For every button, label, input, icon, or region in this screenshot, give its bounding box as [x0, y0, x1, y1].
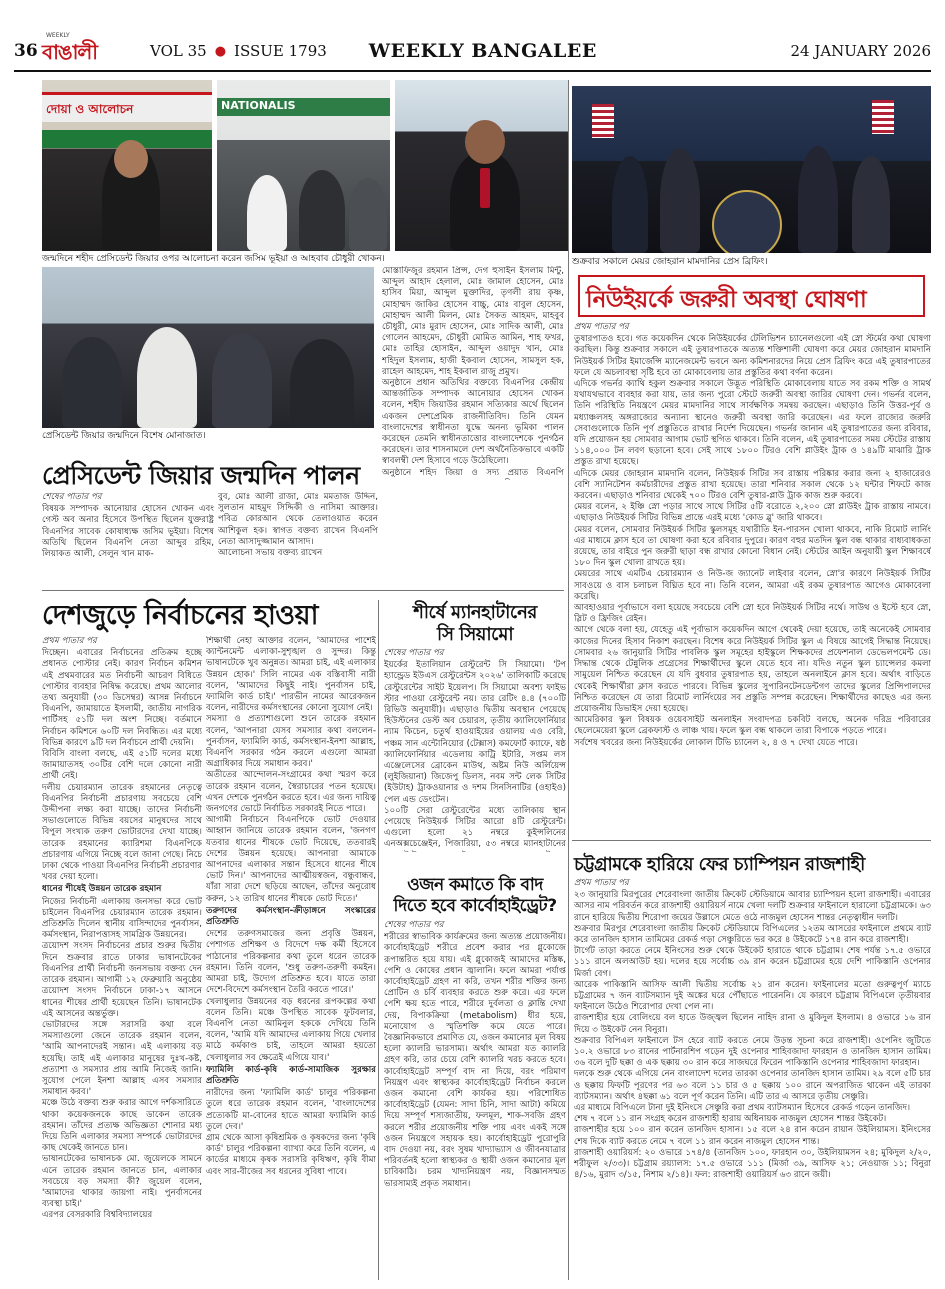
section-rule — [42, 590, 564, 591]
newspaper-title: WEEKLY BANGALEE — [368, 40, 597, 62]
logo-text: বাঙালী — [42, 40, 98, 64]
banner-text: দোয়া ও আলোচন — [46, 102, 134, 116]
carb-headline-line1: ওজন কমাতে কি বাদ — [407, 875, 543, 895]
photo-mayor-press-briefing — [572, 86, 931, 253]
volume: VOL 35 — [150, 42, 207, 60]
attendee-figure — [349, 178, 387, 251]
election-kicker: প্রথম পাতার পর — [42, 636, 97, 646]
election-headline: দেশজুড়ে নির্বাচনের হাওয়া — [42, 600, 318, 631]
zia-article-col3 — [382, 266, 564, 480]
emergency-article-body — [574, 322, 931, 836]
attendee-figure — [299, 170, 345, 251]
banner-text-english-label: NATIONALIS — [221, 99, 296, 112]
zia-col2-text: বুব, মোঃ আলী রাজা, মোঃ মমতাজ উদ্দিন, সুলতান মাহমুদ সিদ্দিকী ও নাসিমা আক্তার। পবিত্র কোরআন থেকে তেলাওয়াত করেন আশিকুল হক। স্বাগত বক্তব্য রাখেন বিএনপি নেতা আসাদুজ্জামান আসাদ। আলোচনা সভায় বক্তব্য রাখেন — [218, 492, 378, 559]
election-col1-text: দিচ্ছেন। এবারের নির্বাচনের প্রতিক্রম হচ্ছে প্রধানত পোস্টার নেই। কারণ নির্বাচন কমিশন এই প্রথমবারের মত নির্বাচনী আচরণ বিধিতে পোস্টার ব্যবহার নিষিদ্ধ করেছে। প্রথম আলোর তথ্য অনুযায়ী (৩০ ডিসেম্বর) আসন্ন নির্বাচনে বিএনপি, জামায়াতে ইসলামী, জাতীয় নাগরিক পার্টিসহ ৫১টি দল অংশ নিচ্ছে। বর্তমানে নির্বাচন কমিশনে ৬০টি দল নিবন্ধিত। এর মধ্যে বিভিন্ন কারণে ৯টি দল নির্বাচনে প্রার্থী দেয়নি। বিবিসি বাংলা বলছে, এই ৫১টি দলের মধ্যে জামায়াতসহ ৩০টির বেশি দলে কোনো নারী প্রার্থী নেই। দলীয় চেয়ারম্যান তারেক রহমানের নেতৃত্বে বিএনপির নির্বাচনী প্রচারণায় সবচেয়ে বেশি উদ্দীপনা লক্ষ্য করা যাচ্ছে। তাদের নির্বাচনী সভাগুলোতে বিভিন্ন বয়সের মানুষদের সাথে বিপুল সংখ্যক তরুণ ভোটারদের দেখা যাচ্ছে। তারেক রহমানের ক্যারিশমা বিএনপিকে প্রচারণায় এগিয়ে নিচ্ছে বলে জানা গেছে। নিচে ঢাকা থেকে পাওয়া বিএনপির নির্বাচনী প্রচারণার খবর দেয়া হলো। — [42, 648, 202, 883]
carb-kicker: শেষের পাতার পর — [384, 920, 444, 930]
manhattan-headline-line2: সি সিয়ামো — [436, 624, 514, 645]
column-rule — [568, 80, 569, 1280]
us-flag — [592, 104, 614, 138]
election-col1b-text: নিজের নির্বাচনী এলাকায় জনসভা করে ভোট চাইলেন বিএনপির চেয়ারম্যান তারেক রহমান। প্রতিশ্রুতি দিলেন স্থানীয় বাসিন্দাদের পুনর্বাসন, কর্মসংস্থান, নিরাপত্তাসহ সামগ্রিক উন্নয়নের। ত্রয়োদশ সংসদ নির্বাচনের প্রচার শুরুর দ্বিতীয় দিনে শুক্রবার রাতে ঢাকার ভাষানটেকের বিএনপির প্রার্থী নির্বাচনী জনসভায় বক্তব্য দেন তারেক রহমান। আগামী ১২ ফেব্রুয়ারি অনুষ্ঠেয় ত্রয়োদশ সংসদ নির্বাচনে ঢাকা-১৭ আসনে ধানের শীষের প্রার্থী হয়েছেন তিনি। ভাষানটেক এই আসনের অন্তর্ভুক্ত। ভোটারদের সঙ্গে সরাসরি কথা বলে সমস্যাগুলো জেনে তারেক রহমান বলেন, 'আমি আপনাদেরই সন্তান। এই এলাকায় বড় হয়েছি। তাই এই এলাকার মানুষের দুঃখ-কষ্ট, প্রত্যাশা ও সমস্যার প্রায় আমি নিজেই জানি। সুযোগ পেলে ইনশা আল্লাহ এসব সমস্যার সমাধান করব।' মঞ্চে উঠে বক্তব্য শুরু করার আগে দর্শকসারিতে থাকা কয়েকজনকে কাছে ডাকেন তারেক রহমান। তাঁদের প্রত্যক্ষ অভিজ্ঞতা শোনার মধ্য দিয়ে তিনি এলাকার সমস্যা সম্পর্কে ভোটারদের কাছ থেকেই জানতে চান। ভাষানটেকের ভাষানচক মো. জুয়েলকে সামনে এনে তারেক রহমান জানতে চান, এলাকার সবচেয়ে বড় সমস্যা কী? জুয়েল বলেন, 'আমাদের থাকার জায়গা নাই। পুনর্বাসনের ব্যবস্থা চাই।' এরপর বেসরকারি বিশ্ববিদ্যালয়ের — [42, 896, 202, 1221]
zia-kicker: শেষের পাতার পর — [42, 492, 102, 502]
logo-small-text: WEEKLY — [46, 32, 70, 39]
election-subhead-2: তরুণদের কর্মসংস্থান-ক্রীড়াঙ্গনে সংস্কারের প্রতিশ্রুতি — [206, 905, 376, 928]
prayer-figure — [290, 339, 354, 428]
newspaper-logo — [42, 32, 102, 64]
cricket-body-text: ২৩ জানুয়ারি মিরপুরের শেরেবাংলা জাতীয় ক্রিকেট স্টেডিয়ামে আবার চ্যাম্পিয়ন হলো রাজশাহী। এবারের আসর নাম পরিবর্তন করে রাজশাহী ওয়ারিয়র্স নামে খেলা দলটি শুক্রবার ফাইনালে হারালো চট্টগ্রামকে। ৬৩ রানে হারিয়ে দ্বিতীয় শিরোপা জয়ের উল্লাসে মেতে ওঠে নাজমুল হোসেন শান্তর নেতৃত্বাধীন দলটি। শুক্রবার মিরপুর শেরেবাংলা জাতীয় ক্রিকেট স্টেডিয়ামে বিপিএলের ১২তম আসরের ফাইনালে প্রথমে ব্যাট করে তানজিদ হাসান তামিমের রেকর্ড গড়া সেঞ্চুরিতে ভর করে ৪ উইকেটে ১৭৪ রান করে রাজশাহী। টার্গেট তাড়া করতে নেমে ইনিংসের শুরু থেকে উইকেট হারাতে থাকে চট্টগ্রাম। শেষ পর্যন্ত ১৭.৫ ওভারে ১১১ রানে অলআউট হয়। দলের হয়ে সর্বোচ্চ ৩৯ রান করেন চট্টগ্রামের হয়ে দেশি পাকিস্তানি ওপেনার মির্জা বেগ। আরেক পাকিস্তানি আসিফ আলী দ্বিতীয় সর্বোচ্চ ২১ রান করেন। ফাইনালের মতো গুরুত্বপূর্ণ ম্যাচে চট্টগ্রামের ৭ জন ব্যাটসম্যান দুই অঙ্কের ঘরে পৌঁছাতে পারেননি। যে কারণে চট্টগ্রাম বিপিএলে তৃতীয়বার ফাইনালে উঠেও শিরোপার দেখা পেল না। রাজশাহীর হয়ে বোলিংয়ে বল হাতে উজ্জ্বল ছিলেন নাহিদ রানা ও মুকিদুল ইসলাম। ৪ ওভারে ১৬ রান দিয়ে ৩ উইকেট নেন বিনুরা। শুক্রবার বিপিএল ফাইনালে টস হেরে ব্যাট করতে নেমে উড়ন্ত সূচনা করে রাজশাহী। ওপেনিং জুটিতে ১০.২ ওভারে ৮৩ রানের পার্টনারশিপ গড়েন দুই ওপেনার শাহিবজাদা ফারহান ও তানজিদ হাসান তামিম। ৩৬ বলে দুটি ছক্কা ও এক ছক্কায় ৩০ রান করে সাজঘরে ফিরেন পাকিস্তানি ওপেনার শাহিবজাদা ফারহান। দলকে শুরু থেকে এগিয়ে নেন বাংলাদেশ দলের তারকা ওপেনার তানজিদ হাসান তামিম। ২৯ বলে ৫টি চার ও ছক্কায় ফিফটি পূরণের পর ৬৩ বলে ১১ চার ও ৫ ছক্কায় ১০০ রানে অপরাজিত থাকেন এই তারকা ব্যাটসম্যান। অর্থাৎ ৪ছক্কা ৬১ বলে পূর্ণ করেন তিনি। এটি তার এ আসরে তৃতীয় সেঞ্চুরি। এর মাধ্যমে বিপিএলে টানা দুই ইনিংসে সেঞ্চুরি করা প্রথম ব্যাটসম্যান হিসেবে রেকর্ড গড়েন তানজিদ। শেষ ৭ বলে ১১ রান সংগ্রহ করেন রাজশাহী হারায় অধিনায়ক নাজমুল হোসেন শান্তর উইকেট। রাজশাহীর হয়ে ১০০ রান করেন তানজিদ হাসান। ১৫ বলে ২৪ রান করেন রায়ান উইলিয়ামস। ইনিংসের শেষ দিকে ব্যাট করতে নেমে ৭ বলে ১১ রান করেন নাজমুল হোসেন শান্ত। রাজশাহী ওয়ারিয়র্স: ২০ ওভারে ১৭৪/৪ (তানজিদ ১০০, ফারহান ৩০, উইলিয়ামসন ২৪; মুকিদুল ২/২০, শরীফুল ২/৩৩)। চট্টগ্রাম রয়্যালস: ১৭.৫ ওভারে ১১১ (মির্জা ৩৯, আসিফ ২১; নেওয়াজ ১১; বিনুরা ৪/১৬, মুরাদ ৩/১৫, নিশাম ২/১৪)। ফল: রাজশাহী ওয়ারিয়র্স ৬৩ রানে জয়ী। — [574, 890, 931, 1181]
cricket-headline: চট্টগ্রামকে হারিয়ে ফের চ্যাম্পিয়ন রাজশাহী — [574, 854, 865, 875]
carb-article-body — [384, 920, 566, 1280]
zia-headline: প্রেসিডেন্ট জিয়ার জন্মদিন পালন — [42, 461, 360, 490]
election-article-col1 — [42, 636, 202, 1280]
caption-speakers: জন্মদিনে শহীদ প্রেসিডেন্ট জিয়ার ওপর আলোচনা করেন জসিম ভূইয়া ও আহবাব চৌধুরী খোকন। — [42, 254, 385, 264]
election-subhead-3: ফ্যামিলি কার্ড-কৃষি কার্ড-সামাজিক সুরক্ষার প্রতিশ্রুতি — [206, 1064, 376, 1086]
banner-text-english — [221, 100, 296, 111]
issue: ISSUE 1793 — [234, 42, 327, 60]
election-col2-text: শিক্ষার্থী নেহা আক্তার বলেন, 'আমাদের পাশেই ক্যান্টনমেন্ট এলাকা-সুশৃঙ্খল ও সুন্দর। কিন্তু ভাষানটেকে খুব অনুন্নত। আমরা চাই, এই এলাকার উন্নয়ন হোক।' সিলি নামের এক বস্তিবাসী নারী বলেন, 'আমাদের কিছুই নাই। পুনর্বাসন চাই, ফ্যামিলি কার্ড চাই।' পারভীন নামের আরেকজন বলেন, নারীদের কর্মসংস্থানের কোনো সুযোগ নেই। সমস্যা ও প্রত্যাশাগুলো শুনে তারেক রহমান বলেন, 'আপনারা যেসব সমস্যার কথা বললেন-পুনর্বাসন, ফ্যামিলি কার্ড, কর্মসংস্থান-ইনশা আল্লাহ, বিএনপি সরকার গঠন করলে এগুলো আমরা অগ্রাধিকার দিয়ে সমাধান করব।' অতীতের আন্দোলন-সংগ্রামের কথা স্মরণ করে তারেক রহমান বলেন, স্বৈরাচারের পতন হয়েছে। এখন দেশকে পুনর্গঠন করতে হবে। এর জন্য দায়িত্ব জনগণের ভোটে নির্বাচিত সরকারই নিতে পারে। আগামী নির্বাচনে বিএনপিকে ভোট দেওয়ার আহ্বান জানিয়ে তারেক রহমান বলেন, 'জনগণ যতবার ধানের শীষকে ভোট দিয়েছে, ততবারই দেশের উন্নয়ন হয়েছে। আপনারা আমাকে আপনাদের এলাকার সন্তান হিসেবে ধানের শীষে ভোট দিন।' আপনাদের আত্মীয়স্বজন, বন্ধুবান্ধব, যাঁরা সারা দেশে ছড়িয়ে আছেন, তাঁদের অনুরোধ করুন, ১২ তারিখ ধানের শীষকে ভোট দিতে।' — [206, 636, 376, 904]
masthead-rule — [14, 70, 931, 72]
photo-audience-seated — [217, 80, 390, 251]
election-subhead-1: ধানের শীষেই উন্নয়ন তারেক রহমান — [42, 884, 162, 895]
official-figure — [612, 156, 648, 253]
event-banner — [42, 92, 212, 122]
election-col2c-text: নারীদের জন্য 'ফ্যামিলি কার্ড' চালুর পরিকল্পনা তুলে ধরে তারেক রহমান বলেন, 'বাংলাদেশের প্রত্যেকটি মা-বোনের হাতে আমরা ফ্যামিলি কার্ড তুলে দেব।' গ্রাম থেকে আসা কৃষিশ্রমিক ও কৃষকদের জন্য 'কৃষি কার্ড' চালুর পরিকল্পনা ব্যাখ্যা করে তিনি বলেন, এ কার্ডের মাধ্যমে কৃষক সরাসরি কৃষিঋণ, কৃষি বীমা এবং সার-বীজের সব ধরনের সুবিধা পাবে। — [206, 1088, 376, 1177]
zia-article-col2 — [218, 492, 378, 584]
podium-seal — [712, 190, 782, 253]
attendee-figure — [247, 175, 287, 251]
official-figure — [798, 146, 838, 253]
cricket-kicker: প্রথম পাতার পর — [574, 878, 629, 888]
zia-col3-text: মোস্তাফিজুর রহমান প্রিন্স, দেগ হুসাইন ইসলাম মিন্টু, আব্দুল আহাদ হেলাল, মোঃ জামাল হোসেন, মোঃ হাসিব মিয়া, আব্দুল মুক্তাদির, তৃণলী রায় কৃষ্ণ, মোহাম্মদ জাকির হোসেন বাচ্চু, মোঃ বাবুল হোসেন, মোহাম্মদ আলী মিলন, মোঃ সৈকত আহমদ, মাহবুব চৌধুরী, মোঃ মুরাদ হোসেন, মোঃ সাদিক আলী, মোঃ গোলেন আহমেদ, চৌধুরী মোমিত আমিন, শাহ ফখর, মোঃ তাহির হোসাইন, আব্দুল ওয়াদুদ খান, মোঃ শহিদুল ইসলাম, হাজী ইকবাল হোসেন, সামসুল হক, রাহেল আহমেদ, শাহ ইকবাল রাজু প্রমুখ। অনুষ্ঠানে প্রধান অতিথির বক্তব্যে বিএনপির কেন্দ্রীয় আন্তর্জাতিক সম্পাদক আনোয়ার হোসেন খোকন বলেন, শহীদ জিয়াউর রহমান সত্যিকার অর্থে ছিলেন একজন দেশপ্রেমিক রাজনীতিবিদ। তিনি যেমন বাংলাদেশের স্বাধীনতা যুদ্ধে অনন্য ভূমিকা পালন করেছেন তেমনি স্বাধীনতাত্তোর বাংলাদেশকে পুনর্গঠন করেছেন। তার শাসনামলে দেশ অর্থনৈতিকভাবে একটি স্বাবলম্বী দেশ হিসাবে গড়ে উঠেছিলো। অনুষ্ঠানে শহিদ জিয়া ও সদ্য প্রয়াত বিএনপি — [382, 266, 564, 478]
masthead — [14, 32, 931, 66]
column-rule — [378, 600, 379, 1280]
emergency-body-text: তুষারপাতও হবে। গত কয়েকদিন থেকে নিউইয়র্কের টেলিভিশন চ্যানেলগুলো এই স্নো স্টর্মের কথা ঘোষণা করছিল। কিন্তু শুক্রবার সকালে এই তুষারপাতকে অত্যন্ত শক্তিশালী ঘোষণা করে মেয়র জোহরান মামদানি নিউইয়র্ক সিটির ইমার্জেন্সি ম্যানেজমেন্ট ভবনে অন্য কমিশনারদের নিয়ে প্রেস ব্রিফিং করে এই তুষারপাতের ফলে যে অচলাবস্থা সৃষ্টি হবে তা মোকাবেলায় তার প্রস্তুতির কথা বর্ণনা করেন। এদিকে গভর্নর ক্যাথি হকুল শুক্রবার সকালে উদ্ভূত পরিস্থিতি মোকাবেলায় যাতে সব রকম শক্তি ও সামর্থ যথাযথভাবে ব্যবহার করা যায়, তার জন্য পুরো স্টেটে জরুরী অবস্থা জারির ঘোষণা দেন। গভর্নর বলেন, তিনি পরিস্থিতি নিয়ন্ত্রণে মেয়র মামদানির সাথে সার্বক্ষণিক সমন্বয় করছেন। এছাড়াও তিনি উত্তর-পূর্ব ও মধ্যাঞ্চলসহ অঙ্গরাজ্যের অন্যান্য স্থানেও জরুরী অবস্থা জারি করেছেন। এর ফলে রাজ্যের জরুরি সেবাগুলোকে তিনি পূর্ণ প্রস্তুতিতে রাখার নির্দেশ দিয়েছেন। গভর্নর জানান এই তুষারপাতের জন্য রবিবার, যদি প্রয়োজন হয় সোমবার আগাম ভোট স্থগিত থাকবে। তিনি বলেন, এই তুষারপাতের সময় স্টেটের রাস্তায় ১১৪,০০০ টন লবণ ছড়ানো হবে। সেই সাথে ১৮০০ টিরও বেশি প্লাউইং ট্রাক ও ১৪৯টি মাঝারি ট্রাক প্রস্তুত রাখা হয়েছে। এদিকে মেয়র জোহরান মামদানি বলেন, নিউইয়র্ক সিটির সব রাস্তায় পরিষ্কার করার জন্য ২ হাজারেরও বেশি স্যানিটেশন কর্মচারীদের প্রস্তুত রাখা হয়েছে। তারা শনিবার সকাল থেকে ১২ ঘন্টার শিফটে কাজ করবেন। এছাড়াও শনিবার থেকেই ৭০০ টিরও বেশি তুষার-প্লাউ ট্রাক কাজ শুরু করবে। মেয়র বলেন, ২ ইঞ্চি স্নো পড়ার সাথে সাথে সিটির ৫টি বরোতে ২,২০০ স্নো প্লাউইং ট্রাক রাস্তায় নামবে। এছাড়াও নিউইয়র্ক সিটির বিভিন্ন প্রান্তে এরই মধ্যে 'কোড ব্লু' জারি থাকবে। মেয়র বলেন, সোমবার নিউইয়র্ক সিটির স্কুলসমূহ যথারীতি ইন-পারসন খোলা থাকবে, নাকি রিমোট লার্নিং এর মাধ্যমে ক্লাস হবে তা ঘোষণা করা হবে রবিবার দুপুরে। কারণ বহুর মতদিন স্কুল বন্ধ থাকার বাধ্যবাধকতা রয়েছে, তার বাইরে পুন জরুরী ছাড়া বন্ধ রাখার কোনো বিধান নেই। স্টেটের আইন অনুযায়ী স্কুল শিক্ষাবর্ষে ১৮০ দিন স্কুল খোলা রাখতে হয়। মেয়রের সাথে এমটিএ চেয়ারম্যান ও নিউ-জ জ্যানেট লাইবার বলেন, স্নো'র কারণে নিউইয়র্ক সিটির সাবওয়ে ও বাস চলাচল বিঘ্নিত হবে না। তিনি বলেন, আমরা এই রকম তুষারপাত আগেও মোকাবেলা করেছি। আবহাওয়ার পূর্বাভাসে বলা হয়েছে সবচেয়ে বেশি স্নো হবে নিউইয়র্ক সিটির নর্থে। সাউথ ও ইস্টে হবে স্নো, স্লিট ও ফ্রিজিং রেইন। আগে থেকে বলা হয়, যেহেতু এই পূর্বাভাস কয়েকদিন আগে থেকেই দেয়া হয়েছে, তাই অনেকেই সোমবার কাজের দিনের হিসাব নিকাশ করছেন। বিশেষ করে নিউইয়র্ক সিটির স্কুল এ বিষয়ে আগেই সিদ্ধান্ত নিয়েছে। সোমবার ২৬ জানুয়ারি সিটির পাবলিক স্কুল সমূহের হাইস্কুলে শিক্ষকদের প্রফেশনাল ডেভেলপমেন্ট ডে। সিদ্ধান্ত থেকে টেন্নুলিক প্রগ্রেসের শিক্ষার্থীদের স্কুলে যেতে হবে না। যদিও নতুন স্কুল চ্যান্সেলর কমলা সামুয়েল নিশ্চিত করেছেন যে যদি বুধবার তুষারপাত হয়, তাহলে অনলাইনে ক্লাস হবে। অর্থাৎ বাড়িতে থেকেই শিক্ষার্থীরা ক্লাস করতে পারবে। বিভিন্ন স্কুলের সুপারিনটেনডেন্টগণ তাদের স্কুলের প্রিন্সিপালদের নিশ্চিত করেছেন যে তারা রিমোট লার্নিংয়ের সব প্রস্তুতি সম্পন্ন করেছেন। শিক্ষার্থীদের কাছেও এর জন্য প্রয়োজনীয় ডিভাইস দেয়া হয়েছে। আমেরিকার স্কুল বিষয়ক ওয়েবসাইট অনলাইন সংবাদপত্র চকবিট বলছে, অনেক দরিদ্র পরিবারের ছেলেমেয়েরা স্কুলে ব্রেকফাস্ট ও লাঞ্চ খায়। ফলে স্কুল বন্ধ থাকলে তারা বিপাকে পড়তে পারে। সর্বশেষ খবরের জন্য নিউইয়র্কের লোকাল টিভি চ্যানেল ২, ৪ ও ৭ দেখা যেতে পারে। — [574, 334, 931, 748]
emergency-kicker: প্রথম পাতার পর — [574, 322, 629, 332]
manhattan-headline-line1: শীর্ষে ম্যানহাটানের — [413, 602, 537, 623]
speaker-tie — [480, 168, 490, 208]
official-figure — [852, 156, 890, 253]
prayer-figure — [62, 337, 122, 428]
emergency-headline: নিউইয়র্কে জরুরী অবস্থা ঘোষণা — [586, 287, 867, 313]
manhattan-body-text: ইয়র্কের ইতালিয়ান রেস্টুরেন্ট সি সিয়ামো। 'টপ হ্যান্ড্রেড ইউএস রেস্টুরেন্টস ২০২৬' তালিকাটি করেছে রেস্টুরেন্টের সাইট ইয়েলপ। সি সিয়ামো অবশ্য ফাইভ স্টার পাওয়া রেস্টুরেন্ট নয়। তার রেটিং ৪.৪ (৭০০টি রিভিউ অনুযায়ী)। এছাড়াও দ্বিতীয় অবস্থান পেয়েছে হিউস্টনের ডেস্ট অব চেয়ারস, তৃতীয় ক্যালিফোর্নিয়ার ন্যাম কিচেন, চতুর্থ হাওয়াইয়ের ওয়ালয় এও বেরি, পঞ্চম সান এন্টোনিয়োর (টেক্সাস) কমফোর্ট ক্যাফে, ষষ্ঠ ক্যালিফোর্নিয়ার এডেলায় কাট্রি ইটারি, সপ্তম লস এঞ্জেলেসের ব্রোকেন মাউথ, অষ্টম নিউ অর্লিয়েন্স (লুইজিয়ানা) জিজেপু ডিলস, নবম সন্ট লেক সিটির (ইউটাহ) ট্রাকওয়ানার ও দশম সিনসিনাটির (ওহাইও) পেল এন্ড ডেংটেন। ১০০টি সেরা রেস্টুরেন্টের মধ্যে তালিকায় স্থান পেয়েছে নিউইয়র্ক সিটির আরো ৪টি রেস্টুরেন্ট। এগুলো হলো ২১ নম্বরে কুইন্সলিনের এনঅক্সচেঞ্জেইন, পিজারিয়া, ৫৩ নম্বরে ম্যানহাটানের — [384, 660, 566, 850]
prayer-figure — [137, 327, 197, 428]
manhattan-kicker: শেষের পাতার পর — [384, 648, 444, 658]
section-rule — [572, 840, 931, 841]
speaker-face — [465, 120, 505, 164]
issue-date: 24 JANUARY 2026 — [790, 42, 931, 60]
photo-speaker-microphone — [42, 80, 212, 251]
cricket-article-body — [574, 878, 931, 1280]
manhattan-article-body — [384, 648, 566, 852]
photo-munajat-prayer — [42, 267, 374, 428]
us-flag — [872, 100, 894, 134]
photo-speaker-suit — [395, 80, 568, 251]
caption-press-briefing: শুক্রবার সকালে মেয়র জোহরান মামদানির প্রেস ব্রিফিং। — [572, 257, 768, 267]
carb-body-text: শরীরের স্বাভাবিক কার্যক্রমের জন্য অত্যন্ত প্রয়োজনীয়। কার্বোহাইড্রেট শরীরে প্রবেশ করার পর গ্লুকোজে রূপান্তরিত হয়ে যায়। এই গ্লুকোজই আমাদের মস্তিষ্ক, পেশি ও কোষের প্রধান জ্বালানি। ফলে আমরা পর্যাপ্ত কার্বোহাইড্রেট গ্রহণ না করি, তখন শরীর শক্তির জন্য প্রোটিন ও চর্বি ব্যবহার করতে শুরু করে। এর ফলে পেশি ক্ষয় হতে পারে, শরীরে দুর্বলতা ও ক্লান্তি দেখা দেয়, বিপাকক্রিয়া (metabolism) ধীর হয়ে, মনোযোগ ও স্মৃতিশক্তি কমে যেতে পারে। বৈজ্ঞানিকভাবে প্রমাণিত যে, ওজন কমানোর মূল বিষয় হলো ক্যালরি ভারসাম্য। অর্থাৎ আমরা যত ক্যালরি গ্রহণ করি, তার চেয়ে বেশি ক্যালরি খরচ করতে হবে। কার্বোহাইড্রেট সম্পূর্ণ বাদ না দিয়ে, বরং পরিমাণ নিয়ন্ত্রণ এবং স্বাস্থ্যকর কার্বোহাইড্রেট নির্বাচন করলে ওজন কমানো বেশি কার্যকর হয়। পরিশোধিত কার্বোহাইড্রেট (যেমন: সাদা চিনি, সাদা আটা) কমিয়ে দিয়ে সম্পূর্ণ শস্যজাতীয়, ফলমূল, শাক-সবজি গ্রহণ করলে শরীর প্রয়োজনীয় শক্তি পায় এবং একই সঙ্গে ওজন নিয়ন্ত্রণে সহায়ক হয়। কার্বোহাইড্রেট পুরোপুরি বাদ দেওয়া নয়, বরং সুষম খাদ্যাভ্যাস ও জীবনযাত্রার পরিবর্তনই হলো স্বাস্থ্যকর ও স্থায়ী ওজন কমানোর মূল চাবিকাঠি। চরম খাদ্যনিয়ন্ত্রণ নয়, বিজ্ঞানসম্মত ভারসাম্যই প্রকৃত সমাধান। — [384, 932, 566, 1189]
zia-article-col1 — [42, 492, 214, 584]
separator-dot-icon: ● — [214, 43, 227, 59]
speaker-face — [114, 140, 148, 178]
election-article-col2 — [206, 636, 376, 1280]
carb-headline-line2: দিতে হবে কার্বোহাইড্রেট? — [393, 896, 557, 916]
zia-col1-text: বিষয়ক সম্পাদক আনোয়ার হোসেন খোকন এবং গেস্ট অব অনার হিসেবে উপস্থিত ছিলেন যুক্তরাষ্ট্র বিএনপির সাবেক কোষাধ্যক্ষ জসিম ভূইয়া। বিশেষ অতিথি ছিলেন বিএনপি নেতা আব্দুর রহিম, লিয়াকত আলী, সেলুন খান মাক- — [42, 504, 214, 560]
election-col2b-text: দেশের তরুণসমাজের জন্য প্রবৃত্তি উন্নয়ন, পেশাগত প্রশিক্ষণ ও বিদেশে দক্ষ কর্মী হিসেবে পাঠানোর পরিকল্পনার কথা তুলে ধরেন তারেক রহমান। তিনি বলেন, 'শুধু তরুণ-তরুণী কমইন। আমরা চাই, উদ্যেগ প্রতিশ্রুত হবে। যাতে তারা দেশে-বিদেশে কর্মসংস্থান তৈরি করতে পারে।' খেলাধুলার উন্নয়নের বড় ধরনের রূপকল্পের কথা বলেন তিনি। মঞ্চে উপস্থিত সাবেক ফুটবলার, বিএনপি নেতা আমিনুল হককে দেখিয়ে তিনি বলেন, 'আমি যদি আমাদের এলাকায় গিয়ে খেলার মাঠে কর্মকাণ্ড চাই, তাহলে আমরা হয়তো খেলাধুলার সব ক্ষেত্রেই এগিয়ে যাব।' — [206, 929, 376, 1063]
official-figure — [660, 148, 700, 253]
prayer-figure — [212, 333, 272, 428]
page-number: 36 — [14, 41, 38, 61]
caption-munajat: প্রেসিডেন্ট জিয়ার জন্মদিনে বিশেষ মোনাজাত। — [42, 431, 206, 441]
